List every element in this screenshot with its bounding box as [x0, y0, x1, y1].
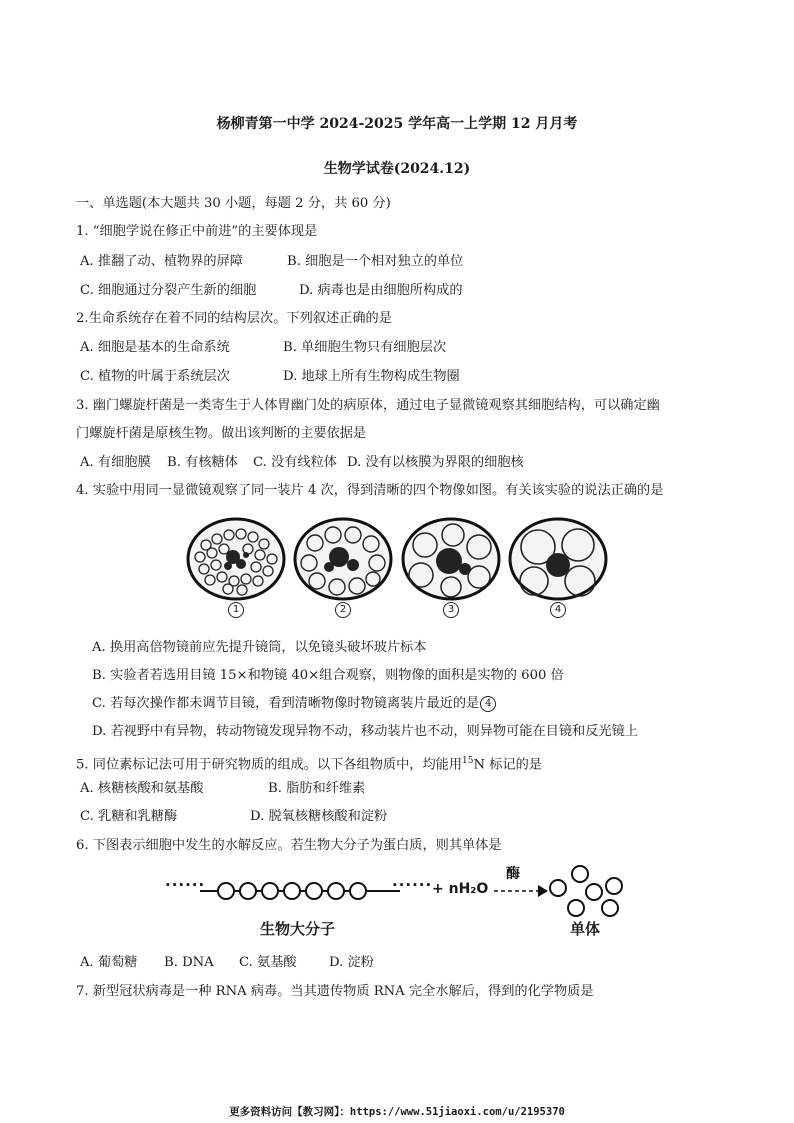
q3-option-d: D. 没有以核膜为界限的细胞核 — [347, 455, 524, 470]
q4-option-d: D. 若视野中有异物，转动物镜发现异物不动，移动装片也不动，则异物可能在目镜和反光镜上 — [92, 724, 638, 739]
fig-dots-right: ······ — [392, 876, 433, 894]
q6-options-row — [80, 954, 374, 972]
q5-stem-post: N 标记的是 — [473, 757, 542, 773]
q7-stem: 7. 新型冠状病毒是一种 RNA 病毒。当其遗传物质 RNA 完全水解后，得到的化学物质是 — [76, 984, 594, 999]
q3-stem-line1: 3. 幽门螺旋杆菌是一类寄生于人体胃幽门处的病原体，通过电子显微镜观察其细胞结构，可以确定幽 — [76, 398, 660, 413]
q4-stem: 4. 实验中用同一显微镜观察了同一装片 4 次，得到清晰的四个物像如图。有关该实验的说法正确的是 — [76, 483, 664, 498]
fig-water: + nH₂O — [432, 881, 489, 897]
q4-option-a: A. 换用高倍物镜前应先提升镜筒，以免镜头破坏玻片标本 — [92, 640, 427, 655]
view-label-1: 1 — [228, 602, 244, 618]
q4-option-c: C. 若每次操作都未调节目镜，看到清晰物像时物镜离装片最近的是 — [92, 696, 480, 711]
q5-option-c: C. 乳糖和乳糖酶 — [80, 809, 178, 824]
footer-source-link[interactable]: 更多资料访问【教习网】：https://www.51jiaoxi.com/u/2195370 — [229, 1106, 565, 1118]
microscope-view-2-image — [293, 517, 393, 601]
exam-subtitle: 生物学试卷(2024.12) — [323, 161, 471, 177]
q3-stem-line2: 门螺旋杆菌是原核生物。做出该判断的主要依据是 — [76, 426, 367, 441]
q6-option-a: A. 葡萄糖 — [80, 955, 138, 970]
q3-options-row — [80, 454, 524, 472]
q4-option-b: B. 实验者若选用目镜 15×和物镜 40×组合观察，则物像的面积是实物的 600 倍 — [92, 668, 564, 683]
q6-stem: 6. 下图表示细胞中发生的水解反应。若生物大分子为蛋白质，则其单体是 — [76, 838, 502, 853]
q3-option-a: A. 有细胞膜 — [80, 455, 151, 470]
q5-stem-superscript: 15 — [462, 756, 474, 766]
q4-option-c-circled-number: 4 — [480, 696, 496, 712]
macromolecule-chain — [200, 876, 400, 906]
q2-option-d: D. 地球上所有生物构成生物圈 — [283, 369, 460, 384]
view-label-3: 3 — [443, 602, 459, 618]
q5-option-b: B. 脂肪和纤维素 — [268, 781, 366, 796]
q6-option-d: D. 淀粉 — [329, 955, 374, 970]
q5-stem — [76, 752, 542, 774]
q2-option-c: C. 植物的叶属于系统层次 — [80, 369, 230, 384]
fig-macromolecule-label: 生物大分子 — [260, 920, 336, 938]
monomer-circles — [548, 864, 624, 920]
microscope-view-3-image — [401, 517, 501, 601]
q2-options-row2 — [80, 368, 460, 386]
microscope-figure — [186, 517, 610, 621]
q4-option-c-row — [92, 695, 496, 713]
q1-stem: 1. “细胞学说在修正中前进”的主要体现是 — [76, 224, 318, 239]
hydrolysis-figure — [160, 862, 630, 942]
q3-option-c: C. 没有线粒体 — [253, 455, 337, 470]
fig-dots-left: ······ — [165, 876, 206, 894]
view-label-4: 4 — [550, 602, 566, 618]
q5-option-a: A. 核糖核酸和氨基酸 — [80, 781, 204, 796]
q2-stem: 2.生命系统存在着不同的结构层次。下列叙述正确的是 — [76, 311, 392, 326]
microscope-view-4-image — [508, 517, 608, 601]
q1-option-c: C. 细胞通过分裂产生新的细胞 — [80, 283, 257, 298]
exam-title: 杨柳青第一中学 2024-2025 学年高一上学期 12 月月考 — [216, 116, 578, 132]
q1-options-row1 — [80, 253, 463, 271]
q3-option-b: B. 有核糖体 — [167, 455, 238, 470]
q1-option-a: A. 推翻了动、植物界的屏障 — [80, 254, 243, 269]
q1-options-row2 — [80, 282, 463, 300]
q1-option-d: D. 病毒也是由细胞所构成的 — [299, 283, 463, 298]
q5-stem-pre: 5. 同位素标记法可用于研究物质的组成。以下各组物质中，均能用 — [76, 757, 463, 773]
q2-options-row1 — [80, 339, 446, 357]
q5-options-row1 — [80, 780, 365, 798]
q6-option-c: C. 氨基酸 — [239, 955, 297, 970]
q5-options-row2 — [80, 808, 387, 826]
section-heading: 一、单选题(本大题共 30 小题，每题 2 分，共 60 分) — [76, 196, 391, 211]
fig-monomer-label: 单体 — [570, 920, 601, 938]
q6-option-b: B. DNA — [164, 955, 214, 970]
q5-option-d: D. 脱氧核糖核酸和淀粉 — [250, 809, 388, 824]
fig-enzyme-label: 酶 — [506, 866, 520, 882]
view-label-2: 2 — [335, 602, 351, 618]
microscope-view-1-image — [186, 517, 286, 601]
q2-option-a: A. 细胞是基本的生命系统 — [80, 340, 230, 355]
q1-option-b: B. 细胞是一个相对独立的单位 — [287, 254, 464, 269]
q2-option-b: B. 单细胞生物只有细胞层次 — [283, 340, 447, 355]
reaction-arrow-icon — [494, 884, 548, 898]
